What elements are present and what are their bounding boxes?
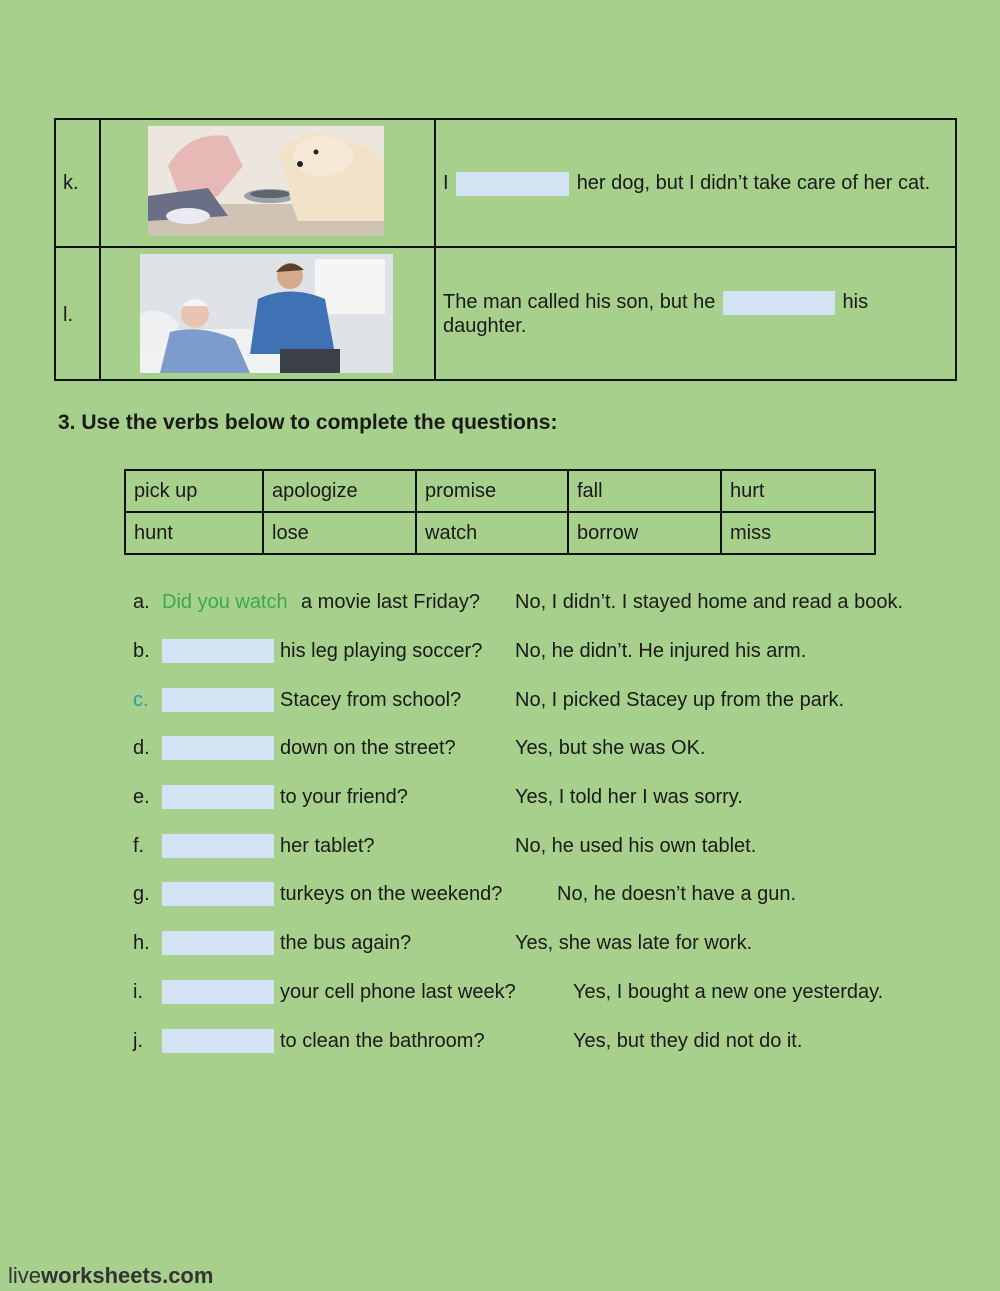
- answer-blank-k[interactable]: [456, 172, 569, 196]
- sentence-l: [443, 290, 868, 315]
- answer-example: Did you watch: [162, 591, 288, 613]
- table-divider: [56, 246, 955, 248]
- sentence-k-after: her dog, but I didn’t take care of her cat.: [576, 172, 931, 194]
- question-letter: g.: [133, 883, 150, 905]
- reply-text: Yes, I told her I was sorry.: [515, 786, 743, 808]
- reply-text: Yes, but she was OK.: [515, 737, 706, 759]
- question-text: Stacey from school?: [280, 689, 462, 711]
- section-heading: 3. Use the verbs below to complete the questions:: [58, 411, 558, 434]
- answer-blank[interactable]: [162, 931, 274, 955]
- sentence-k-before: I: [443, 172, 449, 194]
- verb-row: [125, 470, 875, 512]
- hospital-visit-illustration: [140, 254, 393, 373]
- reply-text: Yes, I bought a new one yesterday.: [573, 981, 884, 1003]
- question-text: down on the street?: [280, 737, 456, 759]
- question-text: to clean the bathroom?: [280, 1030, 485, 1052]
- logo-live: live: [8, 1263, 42, 1288]
- question-letter: b.: [133, 640, 150, 662]
- sentence-l-before: The man called his son, but he: [443, 291, 716, 313]
- verb-bank: [124, 469, 876, 555]
- photo-feeding-dog: [148, 126, 384, 236]
- row-letter-k: k.: [63, 172, 79, 194]
- question-letter: a.: [133, 591, 150, 613]
- verb-cell: promise: [416, 470, 568, 512]
- verb-cell: hurt: [721, 470, 875, 512]
- verb-cell: pick up: [125, 470, 263, 512]
- verb-cell: borrow: [568, 512, 721, 554]
- question-letter: d.: [133, 737, 150, 759]
- question-text: to your friend?: [280, 786, 408, 808]
- reply-text: No, he didn’t. He injured his arm.: [515, 640, 807, 662]
- question-text: the bus again?: [280, 932, 412, 954]
- question-text: your cell phone last week?: [280, 981, 516, 1003]
- question-letter: h.: [133, 932, 150, 954]
- reply-text: Yes, but they did not do it.: [573, 1030, 803, 1052]
- verb-cell: hunt: [125, 512, 263, 554]
- verb-cell: lose: [263, 512, 416, 554]
- question-text: a movie last Friday?: [301, 591, 480, 613]
- answer-blank[interactable]: [162, 736, 274, 760]
- table-divider: [99, 120, 101, 379]
- question-letter: i.: [133, 981, 143, 1003]
- answer-blank[interactable]: [162, 882, 274, 906]
- logo-tld: .com: [162, 1263, 214, 1288]
- question-letter: c.: [133, 689, 149, 711]
- sentence-l-after: his: [842, 291, 869, 313]
- photo-hospital-visit: [140, 254, 393, 373]
- question-letter: j.: [133, 1030, 143, 1052]
- reply-text: No, he used his own tablet.: [515, 835, 757, 857]
- answer-blank-l[interactable]: [723, 291, 835, 315]
- question-letter: e.: [133, 786, 150, 808]
- answer-blank[interactable]: [162, 785, 274, 809]
- liveworksheets-logo[interactable]: [8, 1263, 213, 1289]
- reply-text: No, I didn’t. I stayed home and read a book.: [515, 591, 904, 613]
- feeding-dog-illustration: [148, 126, 384, 236]
- verb-cell: watch: [416, 512, 568, 554]
- question-text: her tablet?: [280, 835, 375, 857]
- question-letter: f.: [133, 835, 145, 857]
- row-letter-l: l.: [63, 304, 73, 326]
- answer-blank[interactable]: [162, 834, 274, 858]
- answer-blank[interactable]: [162, 980, 274, 1004]
- answer-blank[interactable]: [162, 688, 274, 712]
- answer-blank[interactable]: [162, 639, 274, 663]
- answer-blank[interactable]: [162, 1029, 274, 1053]
- reply-text: No, I picked Stacey up from the park.: [515, 689, 845, 711]
- verb-cell: miss: [721, 512, 875, 554]
- logo-worksheets: worksheets: [41, 1263, 163, 1288]
- sentence-k: [443, 171, 930, 196]
- reply-text: Yes, she was late for work.: [515, 932, 753, 954]
- question-text: turkeys on the weekend?: [280, 883, 503, 905]
- reply-text: No, he doesn’t have a gun.: [557, 883, 797, 905]
- verb-cell: apologize: [263, 470, 416, 512]
- sentence-l-line2: daughter.: [443, 315, 527, 337]
- verb-row: [125, 512, 875, 554]
- verb-cell: fall: [568, 470, 721, 512]
- question-text: his leg playing soccer?: [280, 640, 483, 662]
- table-divider: [434, 120, 436, 379]
